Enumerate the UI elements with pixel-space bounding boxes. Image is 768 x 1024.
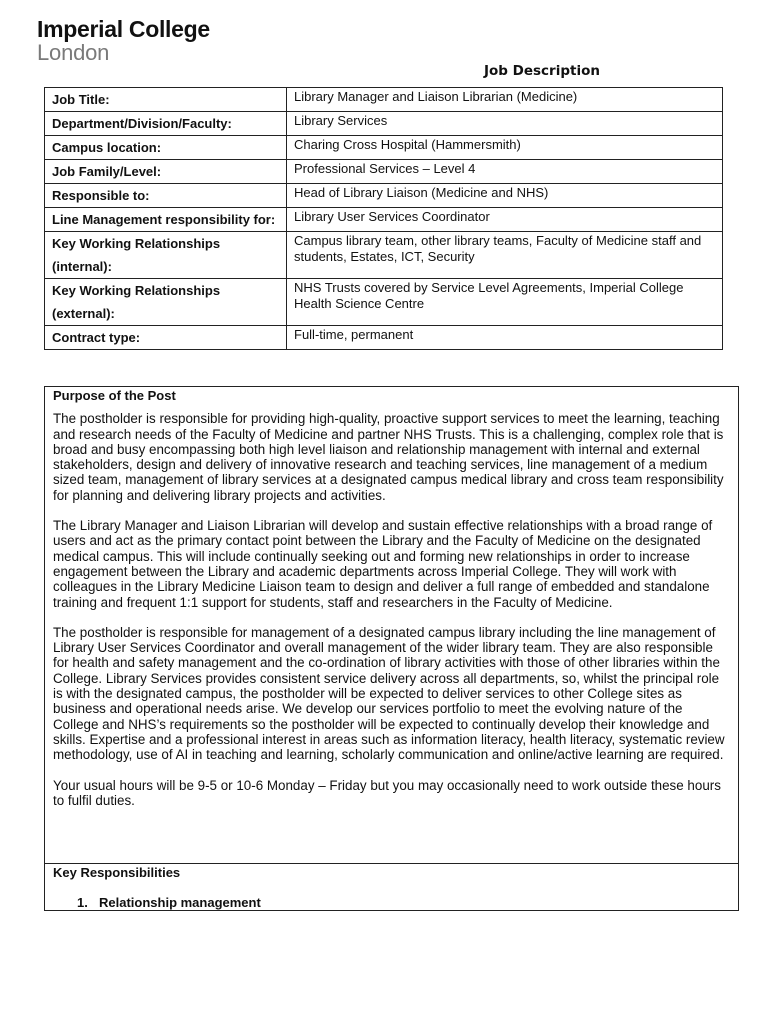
row-value: Head of Library Liaison (Medicine and NHS) [287,184,723,208]
row-value: NHS Trusts covered by Service Level Agreements, Imperial College Health Science Centre [287,279,723,326]
table-row [45,232,723,279]
table-row [45,208,723,232]
purpose-paragraph: The postholder is responsible for providing high-quality, proactive support services to meet the learning, teaching and research needs of the Faculty of Medicine and partner NHS Trusts. This is a challenging, complex role that is broad and busy encompassing both high level liaison and relationship management with internal and external stakeholders, design and delivery of innovative research and teaching services, line management of a medium sized team, management of library services at a designated campus medical library and cross team responsibility for planning and delivering library projects and activities. [53,411,724,503]
responsibilities-heading: Key Responsibilities [53,865,181,880]
row-label: Responsible to: [45,184,287,208]
table-row [45,136,723,160]
table-row [45,279,723,326]
responsibility-item [77,895,730,911]
row-value: Library Services [287,112,723,136]
row-label: Campus location: [45,136,287,160]
row-value: Campus library team, other library teams, Faculty of Medicine staff and students, Estates, ICT, Security [287,232,723,279]
job-info-table [44,87,723,350]
row-value: Library Manager and Liaison Librarian (Medicine) [287,88,723,112]
item-number: 1. [77,895,88,910]
row-label: Department/Division/Faculty: [45,112,287,136]
table-row [45,112,723,136]
row-label: Key Working Relationships (internal): [45,232,287,279]
purpose-paragraph: Your usual hours will be 9-5 or 10-6 Monday – Friday but you may occasionally need to work outside these hours to fulfil duties. [53,777,721,808]
table-row [45,184,723,208]
row-label: Key Working Relationships (external): [45,279,287,326]
college-logo [37,18,210,64]
purpose-section [44,386,739,864]
document-title: Job Description [484,63,600,79]
purpose-paragraph: The postholder is responsible for management of a designated campus library including the line management of Library User Services Coordinator and overall management of the wider library team. They are also responsible for health and safety management and the co-ordination of library activities with those of other libraries within the College. Library Services provides consistent service delivery across all departments, so, whilst the principal role is with the designated campus, the postholder will be expected to deliver services to other College sites as business and operational needs arise. We develop our services portfolio to meet the evolving nature of the College and NHS’s requirements so the postholder will be expected to continually develop their knowledge and skills. Expertise and a professional interest in areas such as information literacy, health literacy, systematic review methodology, use of AI in teaching and learning, scholarly communication and online/active learning are required. [53,624,725,763]
row-value: Full-time, permanent [287,326,723,350]
table-row [45,326,723,350]
table-row [45,160,723,184]
row-value: Library User Services Coordinator [287,208,723,232]
row-label: Line Management responsibility for: [45,208,287,232]
responsibilities-section [44,863,739,911]
row-label: Contract type: [45,326,287,350]
logo-line-2: London [37,40,110,65]
item-label: Relationship management [99,895,261,910]
row-value: Charing Cross Hospital (Hammersmith) [287,136,723,160]
row-label: Job Family/Level: [45,160,287,184]
row-value: Professional Services – Level 4 [287,160,723,184]
logo-line-1: Imperial College [37,16,210,42]
table-row [45,88,723,112]
purpose-paragraph: The Library Manager and Liaison Librarian will develop and sustain effective relationships with a broad range of users and act as the primary contact point between the Library and the Faculty of Medicine on the designated medical campus. This will include continually seeking out and forming new relationships in order to increase engagement between the Library and academic departments across Imperial College. They will work with colleagues in the Library Medicine Liaison team to design and deliver a full range of embedded and standalone training and frequent 1:1 support for students, staff and researchers in the Faculty of Medicine. [53,518,713,610]
purpose-heading: Purpose of the Post [53,388,176,403]
row-label: Job Title: [45,88,287,112]
